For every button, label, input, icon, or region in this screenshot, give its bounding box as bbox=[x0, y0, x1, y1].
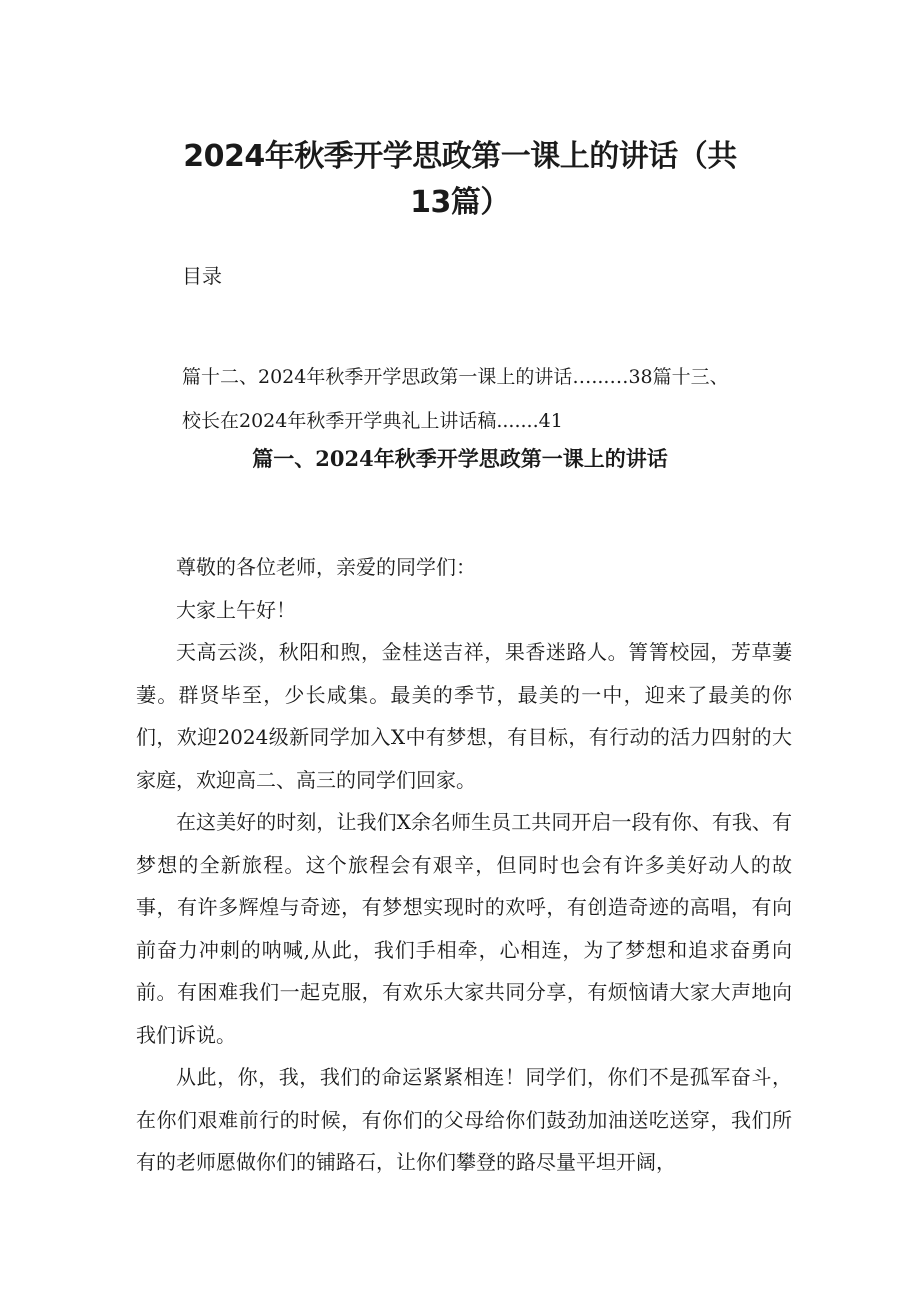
toc-line: 篇十二、2024年秋季开学思政第一课上的讲话…...…38篇十三、 bbox=[182, 366, 729, 388]
document-title-line-1: 2024年秋季开学思政第一课上的讲话（共 bbox=[183, 139, 737, 174]
toc-line: 校长在2024年秋季开学典礼上讲话稿.......41 bbox=[182, 410, 563, 432]
salutation: 尊敬的各位老师，亲爱的同学们： bbox=[176, 555, 476, 579]
paragraph: 在这美好的时刻，让我们X余名师生员工共同开启一段有你、有我、有梦想的全新旅程。这个旅程会有艰辛，但同时也会有许多美好动人的故事，有许多辉煌与奇迹，有梦想实现时的欢呼，有创造奇迹的高唱，有向前奋力冲刺的呐喊,从此，我们手相牵，心相连，为了梦想和追求奋勇向前。有困难我们一起克服，有欢乐大家共同分享，有烦恼请大家大声地向我们诉说。 bbox=[136, 810, 792, 1047]
toc-label: 目录 bbox=[182, 264, 222, 288]
greeting: 大家上午好！ bbox=[176, 597, 296, 622]
table-of-contents bbox=[182, 355, 802, 443]
section-heading: 篇一、2024年秋季开学思政第一课上的讲话 bbox=[252, 446, 668, 471]
paragraph: 天高云淡，秋阳和煦，金桂送吉祥，果香迷路人。箐箐校园，芳草萋萋。群贤毕至，少长咸集。最美的季节，最美的一中，迎来了最美的你们，欢迎2024级新同学加入X中有梦想，有目标，有行动的活力四射的大家庭，欢迎高二、高三的同学们回家。 bbox=[136, 640, 792, 792]
body-text bbox=[136, 546, 792, 1184]
paragraph: 从此，你，我，我们的命运紧紧相连！同学们，你们不是孤军奋斗，在你们艰难前行的时候，有你们的父母给你们鼓劲加油送吃送穿，我们所有的老师愿做你们的铺路石，让你们攀登的路尽量平坦开阔， bbox=[136, 1065, 792, 1174]
document-title-line-2: 13篇） bbox=[410, 185, 510, 220]
document-title bbox=[150, 134, 770, 226]
